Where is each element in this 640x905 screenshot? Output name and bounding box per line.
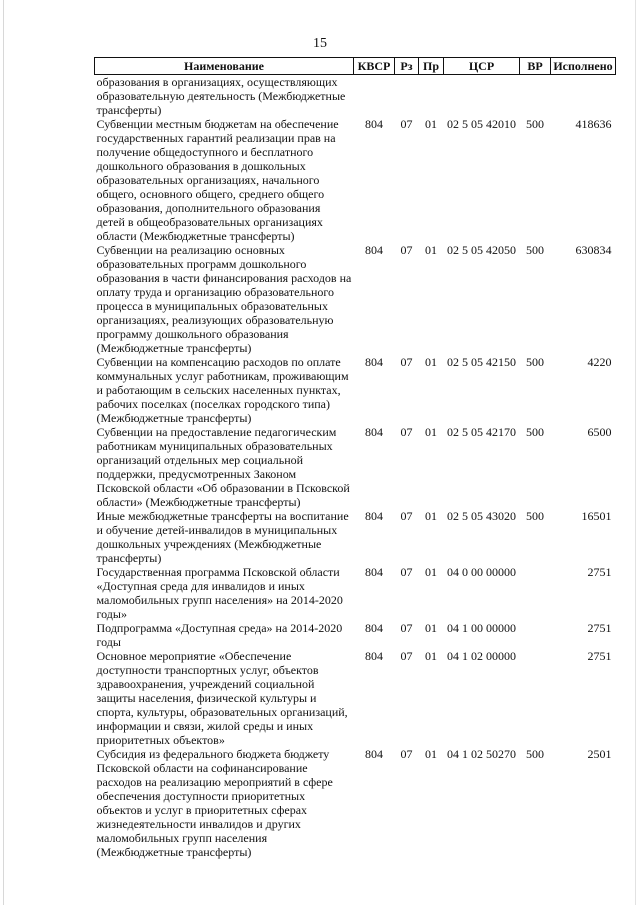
row-kvsr: 804 <box>365 117 383 131</box>
table-row <box>95 425 616 509</box>
row-kvsr <box>354 75 395 118</box>
row-kvsr: 804 <box>365 747 383 761</box>
row-pr <box>419 75 444 118</box>
row-vr <box>520 565 551 621</box>
table-row <box>95 355 616 425</box>
row-csr: 02 5 05 43020 <box>447 509 516 523</box>
row-rz: 07 <box>400 649 413 663</box>
table-row <box>95 747 616 859</box>
row-vr: 500 <box>526 355 544 369</box>
row-amount: 2501 <box>587 747 612 761</box>
row-kvsr: 804 <box>365 621 383 635</box>
row-vr: 500 <box>526 509 544 523</box>
row-pr: 01 <box>425 649 437 663</box>
header-csr: ЦСР <box>444 58 520 75</box>
row-vr: 500 <box>526 425 544 439</box>
row-kvsr: 804 <box>365 425 383 439</box>
row-name: Субвенции на реализацию основных образовательных программ дошкольного образования в части финансирования расходов на оплату труда и организацию образовательного процесса в муниципальных образовательных организациях, реализующих образовательную программу дошкольного образования (Межбюджетные трансферты) <box>96 243 352 355</box>
header-kvsr: КВСР <box>354 58 395 75</box>
row-csr: 02 5 05 42150 <box>447 355 516 369</box>
row-csr: 02 5 05 42170 <box>447 425 516 439</box>
row-name: Иные межбюджетные трансферты на воспитание и обучение детей-инвалидов в муниципальных дошкольных учреждениях (Межбюджетные трансферты) <box>96 509 349 565</box>
row-rz: 07 <box>400 565 413 579</box>
scan-edge-right <box>635 0 636 905</box>
table-row <box>95 565 616 621</box>
row-name: Государственная программа Псковской области «Доступная среда для инвалидов и иных маломобильных групп населения» на 2014-2020 годы» <box>96 565 343 621</box>
row-rz: 07 <box>400 621 413 635</box>
row-rz: 07 <box>400 243 413 257</box>
row-kvsr: 804 <box>365 509 383 523</box>
row-amount <box>551 75 616 118</box>
row-kvsr: 804 <box>365 243 383 257</box>
header-rz: Рз <box>395 58 419 75</box>
header-vr: ВР <box>520 58 551 75</box>
row-pr: 01 <box>425 117 437 131</box>
row-csr: 04 1 02 50270 <box>447 747 516 761</box>
row-vr: 500 <box>526 243 544 257</box>
row-kvsr: 804 <box>365 649 383 663</box>
row-name: Субвенции на предоставление педагогическим работникам муниципальных образовательных организаций отдельных мер социальной поддержки, предусмотренных Законом Псковской области «Об образовании в Псковской области» (Межбюджетные трансферты) <box>96 425 350 509</box>
table-row <box>95 649 616 747</box>
row-amount: 4220 <box>587 355 612 369</box>
row-pr: 01 <box>425 509 437 523</box>
table-row <box>95 117 616 243</box>
row-rz <box>395 75 419 118</box>
row-pr: 01 <box>425 621 437 635</box>
row-vr <box>520 75 551 118</box>
row-name: Подпрограмма «Доступная среда» на 2014-2020 годы <box>96 621 343 649</box>
row-csr: 04 0 00 00000 <box>447 565 516 579</box>
row-pr: 01 <box>425 747 437 761</box>
row-vr <box>520 621 551 649</box>
row-name: Субвенции на компенсацию расходов по оплате коммунальных услуг работникам, проживающим и работающим в сельских населенных пунктах, рабочих поселках (поселках городского типа) (Межбюджетные трансферты) <box>96 355 349 425</box>
row-amount: 630834 <box>575 243 612 257</box>
row-csr: 02 5 05 42050 <box>447 243 516 257</box>
page-number: 15 <box>313 36 327 51</box>
row-name: образования в организациях, осуществляющих образовательную деятельность (Межбюджетные трансферты) <box>96 75 346 117</box>
row-pr: 01 <box>425 565 437 579</box>
header-pr: Пр <box>419 58 444 75</box>
row-csr: 04 1 02 00000 <box>447 649 516 663</box>
row-pr: 01 <box>425 243 437 257</box>
row-rz: 07 <box>400 425 413 439</box>
row-pr: 01 <box>425 425 437 439</box>
header-amount: Исполнено <box>551 58 616 75</box>
table-body <box>95 75 616 860</box>
row-amount: 16501 <box>581 509 612 523</box>
table-row <box>95 509 616 565</box>
row-vr: 500 <box>526 117 544 131</box>
row-amount: 418636 <box>575 117 612 131</box>
row-csr: 04 1 00 00000 <box>447 621 516 635</box>
table-row <box>95 75 616 118</box>
row-rz: 07 <box>400 747 413 761</box>
row-kvsr: 804 <box>365 565 383 579</box>
row-amount: 2751 <box>587 649 612 663</box>
row-kvsr: 804 <box>365 355 383 369</box>
row-csr: 02 5 05 42010 <box>447 117 516 131</box>
header-name: Наименование <box>95 58 354 75</box>
row-rz: 07 <box>400 117 413 131</box>
table-header <box>95 58 616 75</box>
row-vr: 500 <box>526 747 544 761</box>
row-amount: 2751 <box>587 621 612 635</box>
row-name: Основное мероприятие «Обеспечение доступности транспортных услуг, объектов здравоохранения, учреждений социальной защиты населения, физической культуры и спорта, культуры, образовательных организаций, информации и связи, жилой среды и иных приоритетных объектов» <box>96 649 348 747</box>
row-name: Субвенции местным бюджетам на обеспечение государственных гарантий реализации прав на получение общедоступного и бесплатного дошкольного образования в дошкольных образовательных организациях, начального общего, основного общего, среднего общего образования, дополнительного образования детей в общеобразовательных организациях области (Межбюджетные трансферты) <box>96 117 339 243</box>
row-vr <box>520 649 551 747</box>
row-rz: 07 <box>400 509 413 523</box>
row-pr: 01 <box>425 355 437 369</box>
table-row <box>95 621 616 649</box>
table-row <box>95 243 616 355</box>
row-csr <box>444 75 520 118</box>
row-amount: 6500 <box>587 425 612 439</box>
row-name: Субсидия из федерального бюджета бюджету Псковской области на софинансирование расходов на реализацию мероприятий в сфере обеспечения доступности приоритетных объектов и услуг в приоритетных сферах жизнедеятельности инвалидов и других маломобильных групп населения (Межбюджетные трансферты) <box>96 747 333 859</box>
scan-edge-left <box>3 0 4 905</box>
row-amount: 2751 <box>587 565 612 579</box>
budget-table <box>94 57 616 859</box>
row-rz: 07 <box>400 355 413 369</box>
